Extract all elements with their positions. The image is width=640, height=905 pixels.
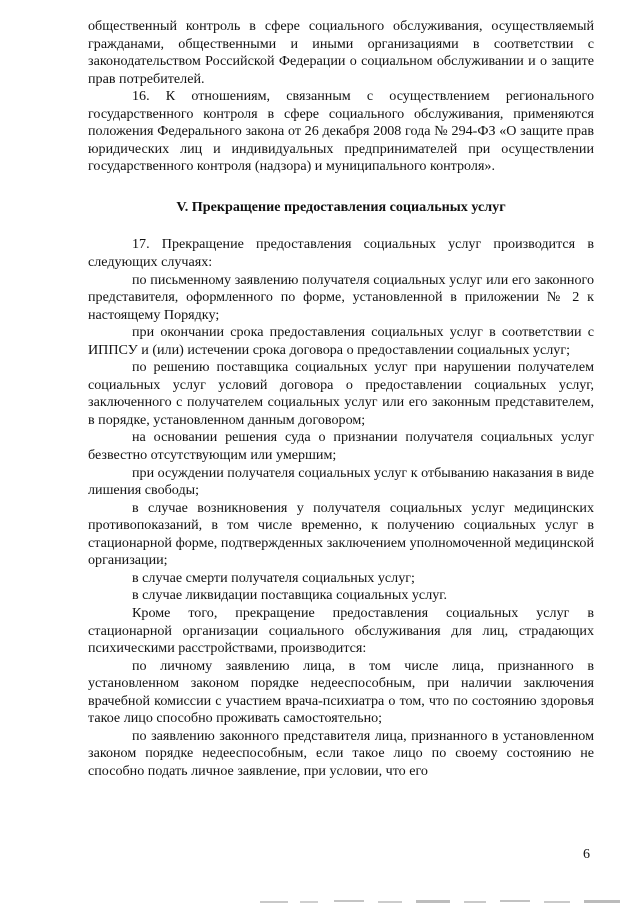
scan-edge-marks <box>260 899 640 905</box>
page-number: 6 <box>583 847 590 862</box>
list-item-provider-decision: по решению поставщика социальных услуг при нарушении получателем социальных услуг условий договора о предоставлении социальных услуг, заключенного с получателем социальных услуг или его законным представителем, в порядке, установленном данным договором; <box>88 359 594 428</box>
list-item-medical-contraindications: в случае возникновения у получателя социальных услуг медицинских противопоказаний, в том числе временно, к получению социальных услуг в стационарной форме, подтвержденных заключением уполномоченной медицинской организации; <box>88 499 594 569</box>
paragraph-17: 17. Прекращение предоставления социальных услуг производится в следующих случаях: <box>88 236 594 271</box>
list-item-written-application: по письменному заявлению получателя социальных услуг или его законного представителя, оформленного по форме, установленной в приложении № 2 к настоящему Порядку; <box>88 271 594 323</box>
list-item-personal-application: по личному заявлению лица, в том числе лица, признанного в установленном законом порядке недееспособным, при наличии заключения врачебной комиссии с участием врача-психиатра о том, что по состоянию здоровья такое лицо способно проживать самостоятельно; <box>88 657 594 727</box>
paragraph-continuation: общественный контроль в сфере социального обслуживания, осуществляемый гражданами, общественными и иными организациями в соответствии с законодательством Российской Федерации о социальном обслуживании и о защите прав потребителей. <box>88 18 594 87</box>
paragraph-16: 16. К отношениям, связанным с осуществлением регионального государственного контроля в сфере социального обслуживания, применяются положения Федерального закона от 26 декабря 2008 года № 294-ФЗ «О защите прав юридических лиц и индивидуальных предпринимателей при осуществлении государственного контроля (надзора) и муниципального контроля». <box>88 88 594 175</box>
list-item-liquidation: в случае ликвидации поставщика социальных услуг. <box>132 587 447 604</box>
list-item-representative-application: по заявлению законного представителя лица, признанного в установленном законом порядке недееспособным, если такое лицо по своему состоянию не способно подать личное заявление, при условии, что его <box>88 727 594 779</box>
list-item-conviction: при осуждении получателя социальных услуг к отбыванию наказания в виде лишения свободы; <box>88 464 595 499</box>
list-item-court-decision: на основании решения суда о признании получателя социальных услуг безвестно отсутствующим или умершим; <box>88 429 594 464</box>
document-body <box>88 18 594 780</box>
section-heading: V. Прекращение предоставления социальных услуг <box>176 198 506 215</box>
list-item-term-expiry: при окончании срока предоставления социальных услуг в соответствии с ИППСУ и (или) истечении срока договора о предоставлении социальных услуг; <box>88 324 594 358</box>
list-item-death: в случае смерти получателя социальных услуг; <box>132 569 415 586</box>
paragraph-additionally: Кроме того, прекращение предоставления социальных услуг в стационарной организации социального обслуживания для лиц, страдающих психическими расстройствами, производится: <box>88 604 594 657</box>
